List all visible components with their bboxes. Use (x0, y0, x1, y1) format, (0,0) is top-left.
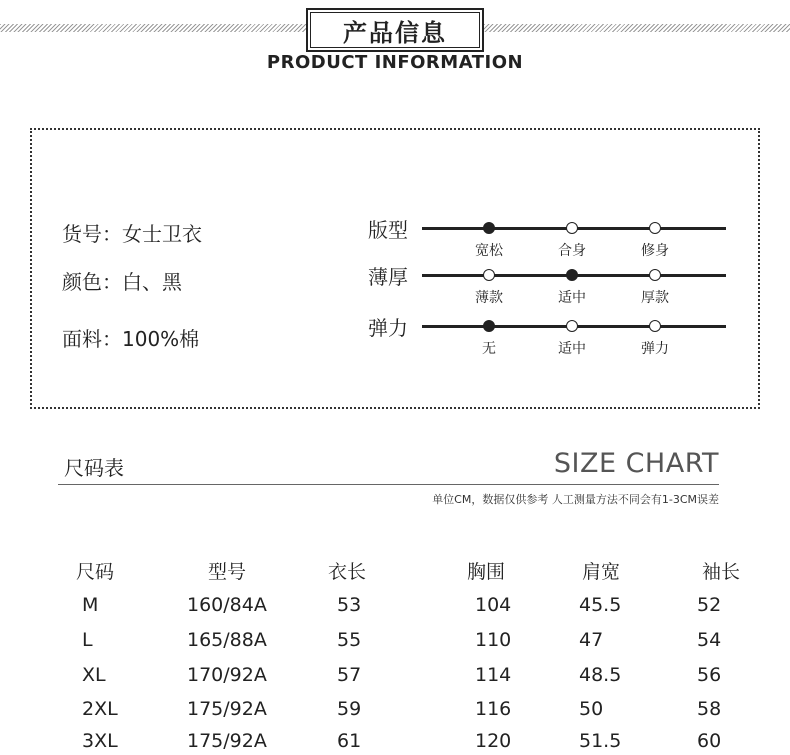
table-cell: 175/92A (187, 698, 267, 720)
table-cell: 116 (475, 698, 512, 720)
option-label: 弹力 (641, 341, 669, 357)
table-cell: 104 (475, 594, 512, 616)
table-cell: 110 (475, 629, 512, 651)
option-label: 修身 (641, 243, 669, 259)
table-header-cell: 衣长 (328, 561, 367, 583)
header-hatch-right (484, 24, 790, 32)
page-title: 产品信息 (310, 12, 480, 48)
table-cell: XL (82, 664, 106, 686)
table-cell: 160/84A (187, 594, 267, 616)
table-cell: 3XL (82, 730, 118, 752)
table-cell: 50 (579, 698, 604, 720)
size-chart-divider (58, 484, 719, 485)
table-header-cell: 袖长 (702, 561, 741, 583)
option-label: 适中 (558, 341, 586, 357)
table-cell: 120 (475, 730, 512, 752)
attribute-label: 弹力 (368, 316, 408, 340)
table-cell: 61 (337, 730, 362, 752)
table-cell: 114 (475, 664, 512, 686)
table-cell: 55 (337, 629, 362, 651)
table-cell: 170/92A (187, 664, 267, 686)
attribute-label: 版型 (368, 218, 408, 242)
fabric-info: 面料：100%棉 (62, 327, 200, 351)
option-dot (483, 269, 495, 281)
selected-option-dot (483, 320, 495, 332)
table-header-cell: 型号 (208, 561, 247, 583)
option-dot (566, 222, 578, 234)
size-chart-note: 单位CM，数据仅供参考 人工测量方法不同会有1-3CM误差 (432, 493, 719, 506)
table-cell: 48.5 (579, 664, 622, 686)
option-label: 厚款 (641, 290, 669, 306)
attribute-label: 薄厚 (368, 265, 408, 289)
table-cell: 54 (697, 629, 722, 651)
table-cell: 57 (337, 664, 362, 686)
option-label: 薄款 (475, 290, 503, 306)
table-cell: 2XL (82, 698, 118, 720)
table-header-cell: 肩宽 (582, 561, 621, 583)
size-chart-title: 尺码表 (64, 456, 124, 480)
table-cell: 47 (579, 629, 604, 651)
option-label: 无 (482, 341, 496, 357)
table-cell: 165/88A (187, 629, 267, 651)
size-chart-title-en: SIZE CHART (553, 448, 719, 479)
table-cell: 56 (697, 664, 722, 686)
table-cell: 58 (697, 698, 722, 720)
option-label: 合身 (558, 243, 586, 259)
table-cell: 53 (337, 594, 362, 616)
table-cell: 52 (697, 594, 722, 616)
option-dot (649, 320, 661, 332)
table-cell: 175/92A (187, 730, 267, 752)
option-dot (566, 320, 578, 332)
table-cell: 60 (697, 730, 722, 752)
selected-option-dot (566, 269, 578, 281)
table-cell: L (82, 629, 93, 651)
option-dot (649, 222, 661, 234)
table-cell: 51.5 (579, 730, 622, 752)
table-header-cell: 胸围 (467, 561, 506, 583)
item-number: 货号：女士卫衣 (62, 222, 202, 246)
title-box (306, 8, 484, 52)
table-cell: 45.5 (579, 594, 622, 616)
selected-option-dot (483, 222, 495, 234)
table-cell: 59 (337, 698, 362, 720)
option-label: 宽松 (475, 243, 503, 259)
page-subtitle: PRODUCT INFORMATION (266, 52, 524, 73)
table-cell: M (82, 594, 99, 616)
header-hatch-left (0, 24, 306, 32)
color-info: 颜色：白、黑 (62, 270, 182, 294)
option-dot (649, 269, 661, 281)
table-header-cell: 尺码 (76, 561, 115, 583)
option-label: 适中 (558, 290, 586, 306)
